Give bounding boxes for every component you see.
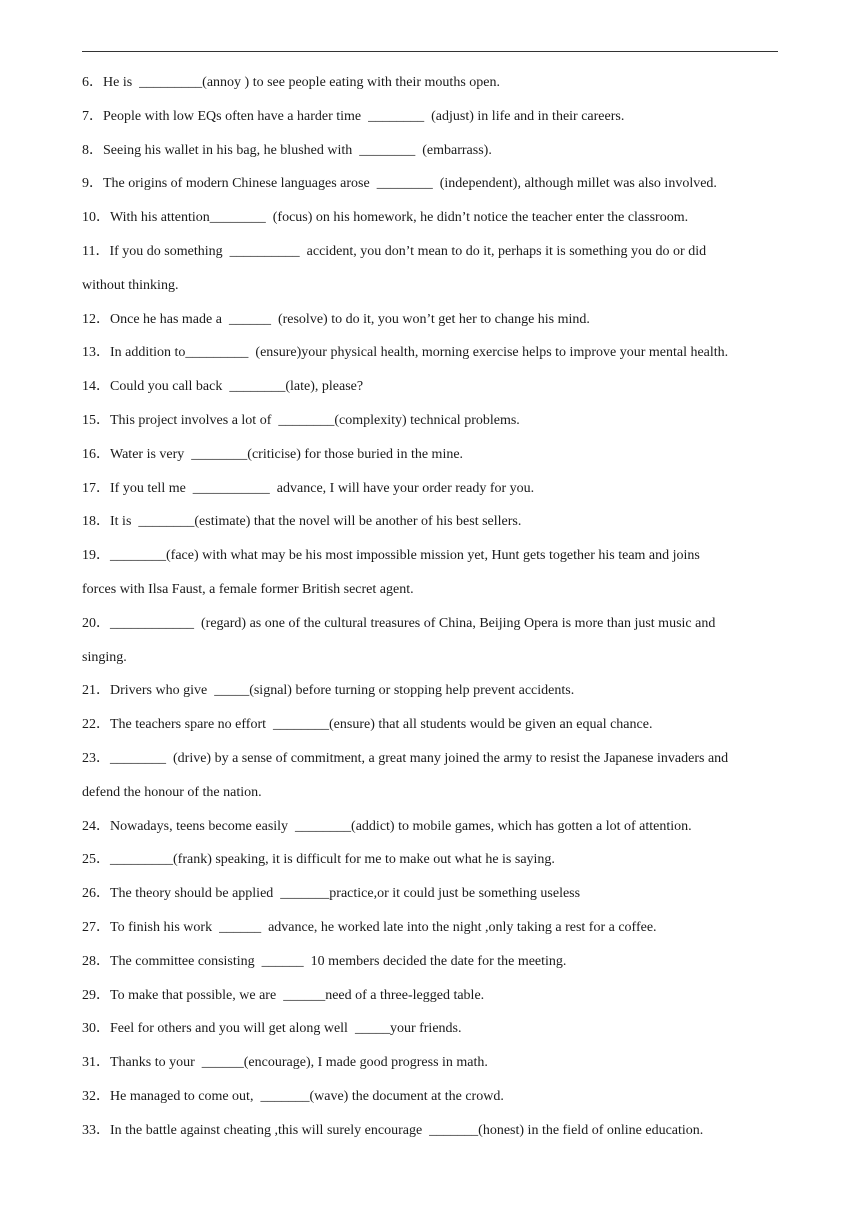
header-rule	[82, 51, 778, 52]
text-line: 21．Drivers who give _____(signal) before turning or stopping help prevent accidents.	[82, 683, 575, 699]
text-line: 29．To make that possible, we are ______need of a three-legged table.	[82, 987, 485, 1003]
text-line: 14．Could you call back ________(late), please?	[82, 379, 364, 395]
text-line: 20．____________ (regard) as one of the cultural treasures of China, Beijing Opera is more than just music and	[82, 615, 716, 631]
text-line: 23．________ (drive) by a sense of commitment, a great many joined the army to resist the Japanese invaders and	[82, 750, 729, 766]
text-line: 30．Feel for others and you will get along well _____your friends.	[82, 1021, 462, 1037]
text-line: without thinking.	[82, 277, 179, 293]
text-line: 22．The teachers spare no effort ________(ensure) that all students would be given an equal chance.	[82, 717, 653, 733]
text-line: 25．_________(frank) speaking, it is difficult for me to make out what he is saying.	[82, 852, 555, 868]
text-line: 27．To finish his work ______ advance, he worked late into the night ,only taking a rest for a coffee.	[82, 919, 657, 935]
text-line: 11．If you do something __________ accident, you don’t mean to do it, perhaps it is something you do or did	[82, 243, 707, 259]
text-line: singing.	[82, 649, 127, 665]
text-line: 6．He is _________(annoy ) to see people eating with their mouths open.	[82, 75, 500, 90]
text-line: 16．Water is very ________(criticise) for those buried in the mine.	[82, 446, 464, 462]
text-line: defend the honour of the nation.	[82, 784, 262, 800]
text-line: 9．The origins of modern Chinese languages arose ________ (independent), although millet was also involved.	[82, 176, 717, 192]
text-line: 12．Once he has made a ______ (resolve) to do it, you won’t get her to change his mind.	[82, 311, 590, 327]
text-line: 19．________(face) with what may be his most impossible mission yet, Hunt gets together his team and joins	[82, 548, 700, 564]
text-line: 24．Nowadays, teens become easily ________(addict) to mobile games, which has gotten a lot of attention.	[82, 818, 692, 834]
text-line: 7．People with low EQs often have a harder time ________ (adjust) in life and in their careers.	[82, 108, 625, 124]
text-line: 31．Thanks to your ______(encourage), I made good progress in math.	[82, 1055, 488, 1071]
text-line: 8．Seeing his wallet in his bag, he blushed with ________ (embarrass).	[82, 142, 492, 158]
text-line: 13．In addition to_________ (ensure)your physical health, morning exercise helps to improve your mental health.	[82, 345, 729, 361]
text-line: 33．In the battle against cheating ,this will surely encourage _______(honest) in the field of online education.	[82, 1122, 704, 1138]
text-line: 17．If you tell me ___________ advance, I will have your order ready for you.	[82, 480, 535, 496]
text-line: 26．The theory should be applied _______practice,or it could just be something useless	[82, 886, 581, 902]
text-line: forces with Ilsa Faust, a female former British secret agent.	[82, 581, 414, 597]
text-line: 18．It is ________(estimate) that the novel will be another of his best sellers.	[82, 514, 522, 530]
exercise-list	[82, 69, 782, 1151]
text-line: 15．This project involves a lot of ________(complexity) technical problems.	[82, 412, 520, 428]
text-line: 10．With his attention________ (focus) on his homework, he didn’t notice the teacher enter the classroom.	[82, 210, 689, 226]
text-line: 28．The committee consisting ______ 10 members decided the date for the meeting.	[82, 953, 567, 969]
text-line: 32．He managed to come out, _______(wave) the document at the crowd.	[82, 1088, 504, 1104]
